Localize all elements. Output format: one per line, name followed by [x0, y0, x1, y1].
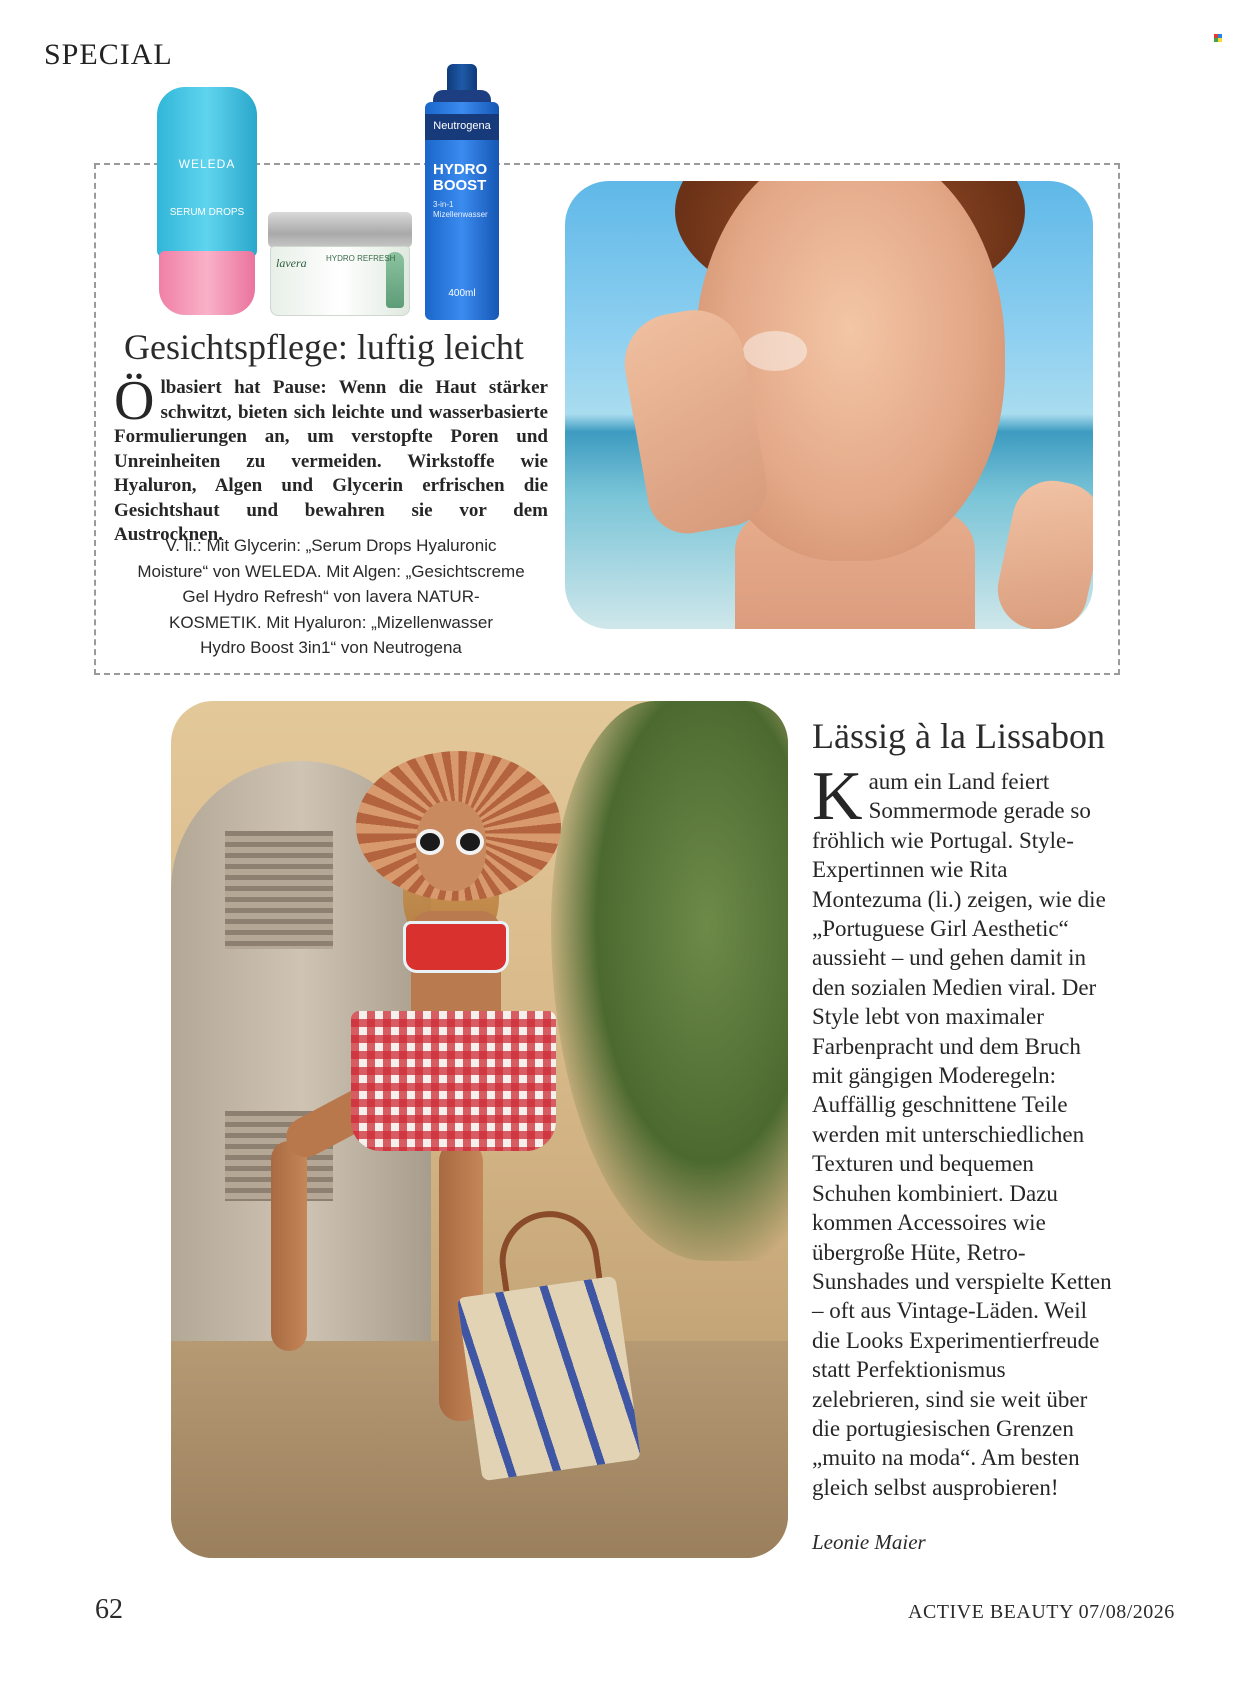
- caption-line: Moisture“ von WELEDA. Mit Algen: „Gesichtscreme: [137, 561, 525, 581]
- lisbon-dropcap: K: [812, 758, 863, 835]
- lavera-product-image: [268, 212, 412, 316]
- skincare-body: [114, 370, 548, 548]
- lisbon-body-text: aum ein Land feiert Sommermode gerade so fröhlich wie Portugal. Style-Expertinnen wie Rita Montezuma (li.) zeigen, wie die „Portuguese Girl Aesthetic“ aussieht – und gehen damit in den sozialen Medien viral. Der Style lebt von maximaler Farbenpracht und dem Bruch mit gängigen Moderegeln: Auffällig geschnittene Teile werden mit unterschiedlichen Texturen und bequemen Schuhen kombiniert. Dazu kommen Accessoires wie übergroße Hüte, Retro-Sunshades und verspielte Ketten – oft aus Vintage-Läden. Weil die Looks Experimentierfreude statt Perfektionismus zelebrieren, sind sie weit über die portugiesischen Grenzen „muito na moda“. Am besten gleich selbst ausprobieren!: [812, 769, 1112, 1500]
- lisbon-body: [812, 758, 1112, 1502]
- lavera-text: HYDRO REFRESH: [326, 254, 396, 263]
- neutrogena-brand: Neutrogena: [433, 120, 491, 132]
- neutrogena-name: HYDRO BOOST: [433, 161, 488, 194]
- color-mark-icon: [1214, 34, 1222, 42]
- caption-line: Gel Hydro Refresh“ von lavera NATUR-: [182, 587, 480, 606]
- skincare-heading: Gesichtspflege: luftig leicht: [124, 327, 524, 367]
- fashion-model-photo: [171, 701, 788, 1558]
- neutrogena-sub: 3-in-1 Mizellenwasser: [433, 200, 488, 219]
- neutrogena-product-image: [425, 64, 499, 320]
- author: Leonie Maier: [812, 1530, 926, 1554]
- skincare-body-text: lbasiert hat Pause: Wenn die Haut stärker schwitzt, bieten sich leichte und wasserbasierte Formulierungen an, um verstopfte Poren und Unreinheiten zu vermeiden. Wirkstoffe wie Hyaluron, Algen und Glycerin erfrischen die Gesichtshaut und bewahren sie vor dem Austrocknen.: [114, 377, 548, 545]
- weleda-text: SERUM DROPS: [169, 207, 245, 218]
- page-number: 62: [95, 1594, 123, 1625]
- publication-footer: ACTIVE BEAUTY 07/08/2026: [908, 1601, 1175, 1623]
- caption-line: Hydro Boost 3in1“ von Neutrogena: [200, 638, 462, 657]
- caption-line: V. li.: Mit Glycerin: „Serum Drops Hyaluronic: [165, 536, 497, 555]
- woman-applying-cream-photo: [565, 181, 1093, 629]
- caption-line: KOSMETIK. Mit Hyaluron: „Mizellenwasser: [168, 612, 494, 632]
- lisbon-heading: Lässig à la Lissabon: [812, 716, 1105, 756]
- product-caption: [114, 533, 548, 661]
- section-label: SPECIAL: [44, 38, 173, 71]
- weleda-product-image: [157, 87, 257, 315]
- lavera-brand: lavera: [276, 256, 307, 270]
- skincare-dropcap: Ö: [114, 370, 155, 432]
- weleda-brand: WELEDA: [178, 157, 236, 171]
- neutrogena-volume: 400ml: [448, 288, 476, 299]
